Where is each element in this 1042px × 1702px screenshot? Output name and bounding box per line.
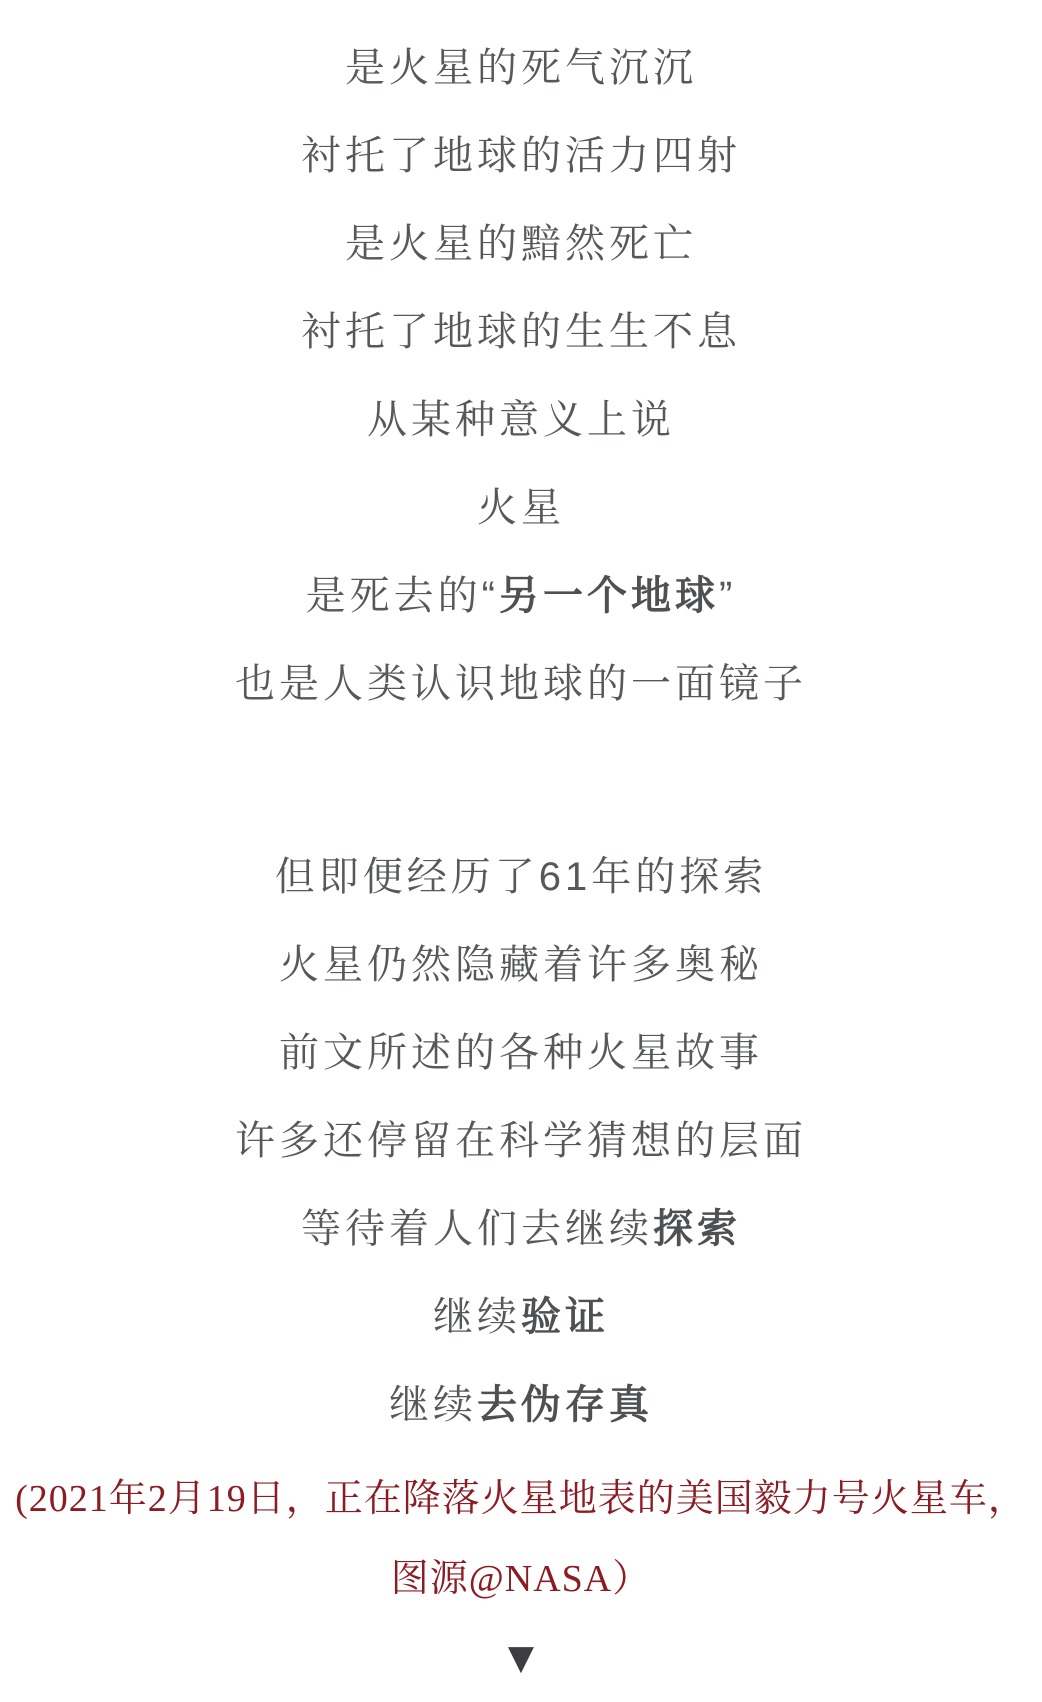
poem-text: 火星 (477, 486, 565, 530)
poem-text-bold: 另一个地球 (499, 574, 719, 618)
poem-section-2 (0, 833, 1042, 1449)
poem-line (0, 1361, 1042, 1449)
poem-line (0, 24, 1042, 112)
poem-line (0, 288, 1042, 376)
poem-text: 等待着人们去继续 (301, 1207, 653, 1251)
section-gap (0, 728, 1042, 833)
poem-line (0, 921, 1042, 1009)
poem-line (0, 376, 1042, 464)
poem-text: 继续 (389, 1383, 477, 1427)
image-caption (0, 1459, 1042, 1619)
poem-text-bold: 探索 (653, 1207, 741, 1251)
poem-line (0, 552, 1042, 640)
poem-line (0, 200, 1042, 288)
poem-text: 但即便经历了61年的探索 (274, 855, 768, 899)
poem-line (0, 1185, 1042, 1273)
poem-text: 前文所述的各种火星故事 (279, 1031, 763, 1075)
poem-line (0, 112, 1042, 200)
caption-line-1: (2021年2月19日，正在降落火星地表的美国毅力号火星车， (15, 1478, 1027, 1520)
poem-text: 是火星的黯然死亡 (345, 222, 697, 266)
poem-text-bold: 去伪存真 (477, 1383, 653, 1427)
caption-line-2: 图源@NASA） (390, 1558, 652, 1600)
poem-section-1 (0, 24, 1042, 728)
poem-text: 继续 (433, 1295, 521, 1339)
poem-text: 也是人类认识地球的一面镜子 (235, 662, 807, 706)
poem-text-bold: 验证 (521, 1295, 609, 1339)
poem-text: 火星仍然隐藏着许多奥秘 (279, 943, 763, 987)
poem-text: 从某种意义上说 (367, 398, 675, 442)
poem-line (0, 1273, 1042, 1361)
poem-text: 衬托了地球的活力四射 (301, 134, 741, 178)
poem-text: 许多还停留在科学猜想的层面 (235, 1119, 807, 1163)
poem-line (0, 833, 1042, 921)
poem-text: ” (719, 574, 737, 618)
down-triangle-icon: ▼ (507, 1638, 535, 1678)
poem-text: 衬托了地球的生生不息 (301, 310, 741, 354)
poem-text: 是火星的死气沉沉 (345, 46, 697, 90)
poem-text: 是死去的“ (305, 574, 499, 618)
poem-line (0, 640, 1042, 728)
poem-line (0, 464, 1042, 552)
poem-line (0, 1097, 1042, 1185)
poem-line (0, 1009, 1042, 1097)
